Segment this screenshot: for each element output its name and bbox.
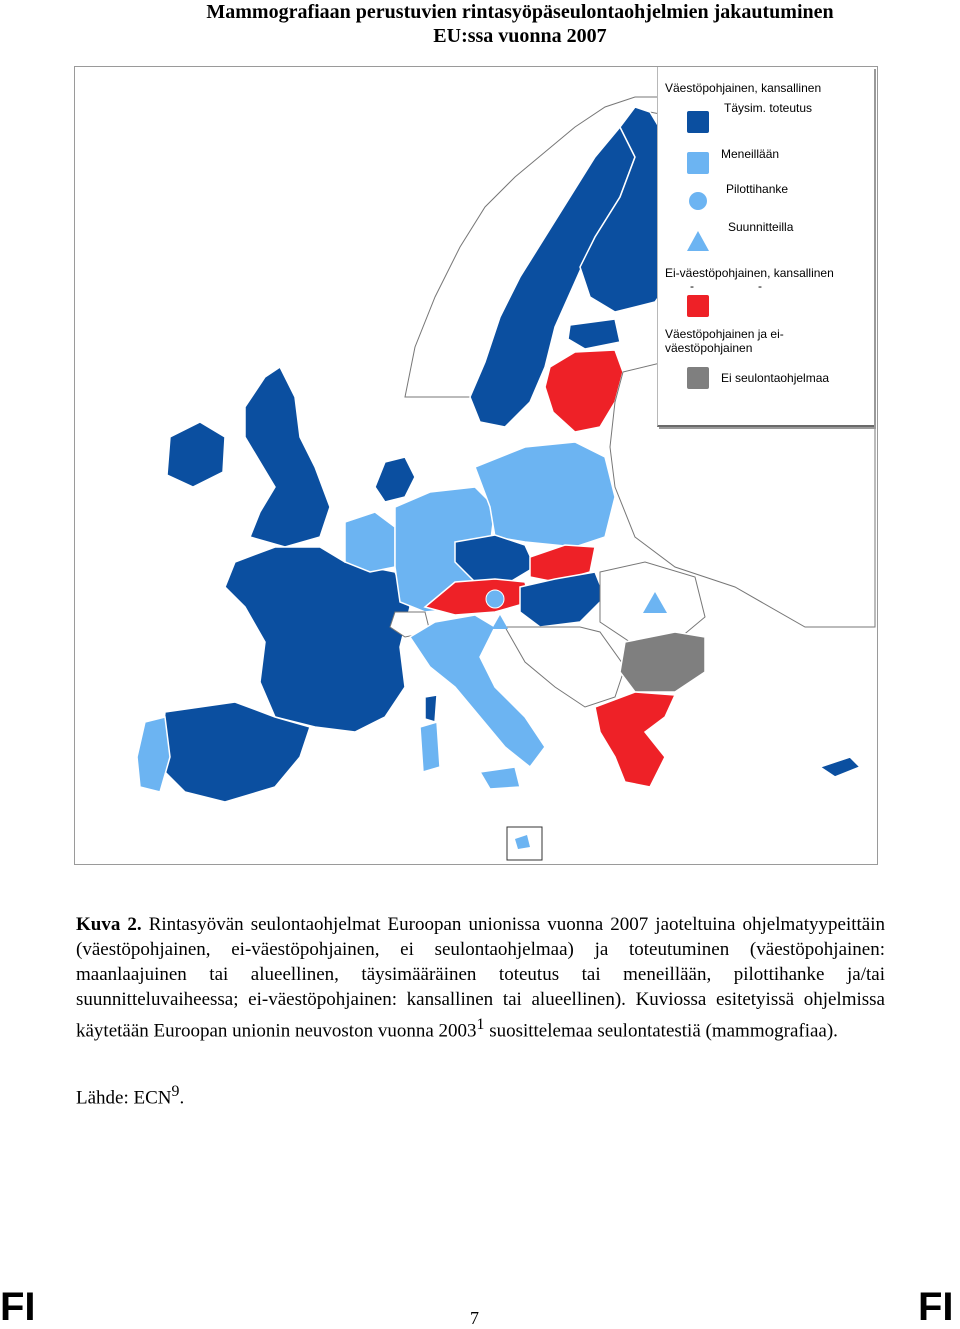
legend-dash-1: - [690, 279, 694, 293]
legend-none-label: Ei seulontaohjelmaa [721, 371, 830, 385]
legend-heading: Väestöpohjainen, kansallinen [665, 81, 822, 95]
caption-label: Kuva 2. [76, 914, 142, 935]
legend-pilot-circle [689, 192, 707, 210]
caption-reference: 1 [476, 1016, 485, 1033]
legend-ongoing-swatch [687, 152, 709, 174]
legend-pilot-label: Pilottihanke [726, 182, 789, 196]
island-corsica [425, 695, 437, 722]
source-text: Lähde: ECN [76, 1087, 172, 1109]
source-reference: 9 [171, 1083, 180, 1100]
legend-full-label: Täysim. toteutus [724, 101, 813, 115]
legend-full-swatch [687, 111, 709, 133]
caption-tail: suosittelemaa seulontatestiä (mammografiaa). [484, 1020, 838, 1042]
page-title [0, 0, 960, 48]
country-benelux [345, 512, 395, 572]
title-line-1: Mammografiaan perustuvien rintasyöpäseulontaohjelmien jakautuminen [206, 1, 834, 23]
figure-caption [76, 912, 885, 1043]
legend-mixed-line-1: Väestöpohjainen ja ei- [665, 327, 784, 341]
pilot-marker [486, 590, 504, 608]
legend-ongoing-label: Meneillään [721, 147, 780, 161]
source-line [76, 1083, 184, 1109]
page-number: 7 [470, 1308, 479, 1328]
legend-planned-label: Suunnitteilla [728, 220, 794, 234]
title-line-2: EU:ssa vuonna 2007 [433, 25, 607, 47]
eu-map [74, 66, 878, 865]
legend-dash-2: - [758, 279, 762, 293]
footer-language-left: FI [0, 1285, 36, 1329]
source-end: . [179, 1087, 185, 1109]
footer-language-right: FI [918, 1285, 954, 1329]
legend-none-swatch [687, 367, 709, 389]
map-legend [657, 67, 874, 427]
legend-nonpop-label: Ei-väestöpohjainen, kansallinen [665, 266, 834, 280]
caption-year: 2003 [438, 1020, 477, 1042]
legend-mixed-swatch [687, 295, 709, 317]
legend-mixed-line-2: väestöpohjainen [665, 341, 753, 355]
island-sardinia [420, 722, 440, 772]
legend-planned-triangle [687, 231, 709, 251]
caption-text: Rintasyövän seulontaohjelmat Euroopan unionissa vuonna 2007 jaoteltuina ohjelmatyypeittäin (väestöpohjainen, ei-väestöpohjainen, ei seulontaohjelmaa) ja toteutuminen (väestöpohjainen: maanlaajuinen tai alueellinen, täysimääräinen toteutus tai meneillään, pilottihanke ja/tai suunnitteluvaiheessa; ei-väestöpohjainen: kansallinen tai alueellinen). Kuviossa esitetyissä ohjelmissa käytetään Euroopan unionin neuvoston vuonna [76, 914, 885, 1042]
